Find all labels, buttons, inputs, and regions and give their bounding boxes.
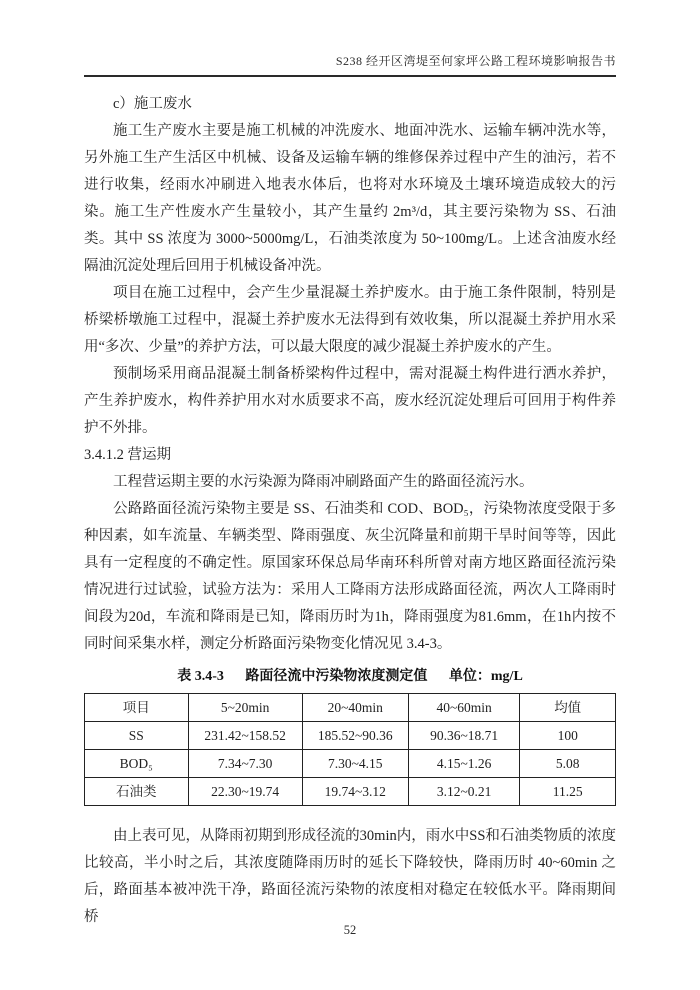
paragraph-operation-intro: 工程营运期主要的水污染源为降雨冲刷路面产生的路面径流污水。 [113, 474, 534, 490]
paragraph-conclusion: 由上表可见，从降雨初期到形成径流的30min内，雨水中SS和石油类物质的浓度比较高，半小时之后，其浓度随降雨历时的延长下降较快，降雨历时 40~60min 之后，路面基本被冲洗干净，路面径流污染物的浓度相对稳定在较低水平。降雨期间桥 [84, 828, 616, 925]
table-caption [84, 665, 616, 689]
paragraph-concrete-curing: 项目在施工过程中，会产生少量混凝土养护废水。由于施工条件限制，特别是桥梁桥墩施工过程中，混凝土养护废水无法得到有效收集，所以混凝土养护用水采用“多次、少量”的养护方法，可以最大限度的减少混凝土养护废水的产生。 [84, 285, 616, 355]
cell-value: 7.34~7.30 [188, 750, 302, 778]
heading-operation-period: 3.4.1.2 营运期 [84, 447, 171, 463]
table-row-ss [85, 722, 616, 750]
table-caption-label: 表 3.4-3 [177, 669, 224, 684]
cell-value: 231.42~158.52 [188, 722, 302, 750]
heading-construction-wastewater: c）施工废水 [113, 96, 192, 112]
runoff-concentration-table [84, 693, 616, 806]
cell-value: 7.30~4.15 [302, 750, 408, 778]
cell-value: 100 [520, 722, 616, 750]
paragraph-construction-wastewater: 施工生产废水主要是施工机械的冲洗废水、地面冲洗水、运输车辆冲洗水等，另外施工生产生活区中机械、设备及运输车辆的维修保养过程中产生的油污，若不进行收集，经雨水冲刷进入地表水体后，也将对水环境及土壤环境造成较大的污染。施工生产性废水产生量较小，其产生量约 2m³/d，其主要污染物为 SS、石油类。其中 SS 浓度为 3000~5000mg/L，石油类浓度为 50~100mg/L。上述含油废水经隔油沉淀处理后回用于机械设备冲洗。 [84, 123, 616, 274]
document-body [84, 91, 616, 931]
table-row-petroleum [85, 778, 616, 806]
page-content [84, 0, 616, 931]
table-header-row [85, 694, 616, 722]
cell-value: 19.74~3.12 [302, 778, 408, 806]
cell-item: 石油类 [85, 778, 189, 806]
column-header-average: 均值 [520, 694, 616, 722]
cell-value: 185.52~90.36 [302, 722, 408, 750]
table-row-bod5 [85, 750, 616, 778]
column-header-40-60min: 40~60min [408, 694, 520, 722]
table-caption-title: 路面径流中污染物浓度测定值 [245, 669, 428, 684]
cell-value: 3.12~0.21 [408, 778, 520, 806]
column-header-20-40min: 20~40min [302, 694, 408, 722]
cell-value: 11.25 [520, 778, 616, 806]
header-title: S238 经开区湾堤至何家坪公路工程环境影响报告书 [335, 54, 616, 68]
column-header-5-20min: 5~20min [188, 694, 302, 722]
page-header [84, 0, 616, 77]
page-footer [0, 923, 700, 938]
cell-item: SS [85, 722, 189, 750]
paragraph-runoff-experiment: 公路路面径流污染物主要是 SS、石油类和 COD、BOD₅，污染物浓度受限于多种因素，如车流量、车辆类型、降雨强度、灰尘沉降量和前期干旱时间等等，因此具有一定程度的不确定性。原国家环保总局华南环科所曾对南方地区路面径流污染情况进行过试验，试验方法为：采用人工降雨方法形成路面径流，两次人工降雨时间段为20d，车流和降雨是已知，降雨历时为1h，降雨强度为81.6mm，在1h内按不同时间采集水样，测定分析路面污染物变化情况见 3.4-3。 [84, 501, 616, 652]
cell-value: 90.36~18.71 [408, 722, 520, 750]
column-header-item: 项目 [85, 694, 189, 722]
cell-value: 5.08 [520, 750, 616, 778]
table-caption-unit: 单位：mg/L [448, 669, 523, 684]
cell-value: 4.15~1.26 [408, 750, 520, 778]
cell-value: 22.30~19.74 [188, 778, 302, 806]
page-number: 52 [343, 923, 357, 937]
cell-item: BOD₅ [85, 750, 189, 778]
paragraph-precast-yard: 预制场采用商品混凝土制备桥梁构件过程中，需对混凝土构件进行洒水养护，产生养护废水，构件养护用水对水质要求不高，废水经沉淀处理后可回用于构件养护不外排。 [84, 366, 616, 436]
